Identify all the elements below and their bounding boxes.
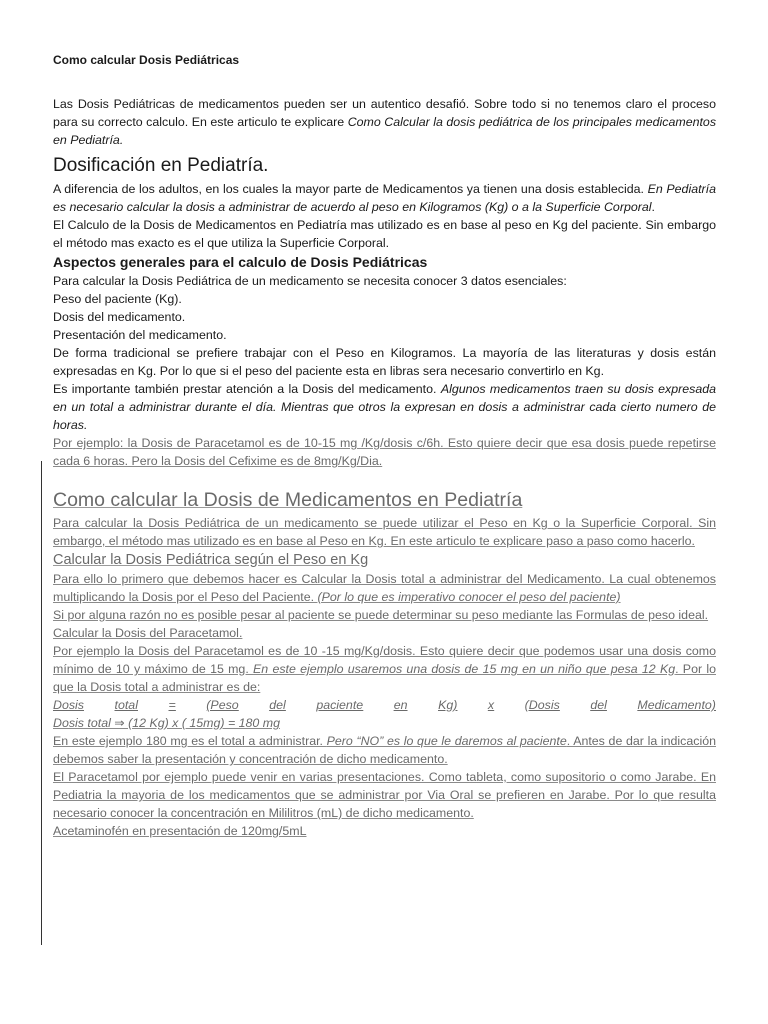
list-item-presentacion: Presentación del medicamento. xyxy=(53,328,227,342)
heading-dosificacion: Dosificación en Pediatría. xyxy=(53,155,269,176)
document-title: Como calcular Dosis Pediátricas xyxy=(53,53,240,67)
paragraph-presentaciones: El Paracetamol por ejemplo puede venir en varias presentaciones. Como tableta, como supositorio o como Jarabe. En Pediatria la mayoria de los medicamentos que se administrar por Via Oral se prefieren en Jarabe. Por lo que resulta necesario conocer la concentración en Mililitros (mL) de dicho medicamento. xyxy=(53,770,716,820)
paragraph-kilogramos: De forma tradicional se prefiere trabajar con el Peso en Kilogramos. La mayoría de las literaturas y dosis están expresadas en Kg. Por lo que si el peso del paciente esta en libras sera necesario convertirlo en Kg. xyxy=(53,346,716,378)
intro-paragraph: Las Dosis Pediátricas de medicamentos pueden ser un autentico desafió. Sobre todo si no tenemos claro el proceso para su correcto calculo. En este articulo te explicare Como Calcular la dosis pediátrica de los principales medicamentos en Pediatría. xyxy=(53,97,717,147)
paragraph-dosis-total: Para ello lo primero que debemos hacer es Calcular la Dosis total a administrar del Medicamento. La cual obtenemos multiplicando la Dosis por el Peso del Paciente. (Por lo que es imperativo conocer el peso del paciente) xyxy=(53,572,716,604)
list-item-peso: Peso del paciente (Kg). xyxy=(53,292,182,306)
paragraph-ejemplo-paracetamol: Por ejemplo: la Dosis de Paracetamol es de 10-15 mg /Kg/dosis c/6h. Esto quiere decir que esa dosis puede repetirse cada 6 horas. Pero la Dosis del Cefixime es de 8mg/Kg/Dia. xyxy=(53,436,716,468)
paragraph-tres-datos: Para calcular la Dosis Pediátrica de un medicamento se necesita conocer 3 datos esenciales: xyxy=(53,274,567,288)
paragraph-ejemplo-dosis: Por ejemplo la Dosis del Paracetamol es de 10 -15 mg/Kg/dosis. Esto quiere decir que podemos usar una dosis como mínimo de 10 y máximo de 15 mg. En este ejemplo usaremos una dosis de 15 mg en un niño que pesa 12 Kg. Por lo que la Dosis total a administrar es de: xyxy=(53,644,716,694)
heading-segun-peso: Calcular la Dosis Pediátrica según el Peso en Kg xyxy=(53,552,369,568)
list-item-dosis: Dosis del medicamento. xyxy=(53,310,186,324)
heading-aspectos: Aspectos generales para el calculo de Dosis Pediátricas xyxy=(53,254,428,270)
paragraph-180mg: En este ejemplo 180 mg es el total a administrar. Pero “NO” es lo que le daremos al paciente. Antes de dar la indicación debemos saber la presentación y concentración de dicho medicamento. xyxy=(53,734,716,766)
revision-change-bar xyxy=(41,461,42,945)
paragraph-atencion-dosis: Es importante también prestar atención a la Dosis del medicamento. Algunos medicamentos traen su dosis expresada en un total a administrar durante el día. Mientras que otros la expresan en dosis a administrar cada cierto numero de horas. xyxy=(53,382,716,432)
paragraph-calculo: El Calculo de la Dosis de Medicamentos en Pediatría mas utilizado es en base al peso en Kg del paciente. Sin embargo el método mas exacto es el que utiliza la Superficie Corporal. xyxy=(53,218,716,250)
paragraph-acetaminofen: Acetaminofén en presentación de 120mg/5mL xyxy=(53,824,307,838)
heading-como-calcular: Como calcular la Dosis de Medicamentos en Pediatría xyxy=(53,489,523,511)
paragraph-diferencia: A diferencia de los adultos, en los cuales la mayor parte de Medicamentos ya tienen una dosis establecida. En Pediatría es necesario calcular la dosis a administrar de acuerdo al peso en Kilogramos (Kg) o a la Superficie Corporal. xyxy=(53,182,716,214)
formula-line: Dosis total = (Peso del paciente en Kg) x (Dosis del Medicamento) xyxy=(53,698,716,712)
paragraph-calcular-paracetamol: Calcular la Dosis del Paracetamol. xyxy=(53,626,243,640)
paragraph-peso-superficie: Para calcular la Dosis Pediátrica de un medicamento se puede utilizar el Peso en Kg o la Superficie Corporal. Sin embargo, el método mas utilizado es en base al Peso en Kg. En este articulo te explicare paso a paso como hacerlo. xyxy=(53,516,716,548)
paragraph-peso-ideal: Si por alguna razón no es posible pesar al paciente se puede determinar su peso mediante las Formulas de peso ideal. xyxy=(53,608,709,622)
formula-result: Dosis total ⇒ (12 Kg) x ( 15mg) = 180 mg xyxy=(53,716,280,730)
